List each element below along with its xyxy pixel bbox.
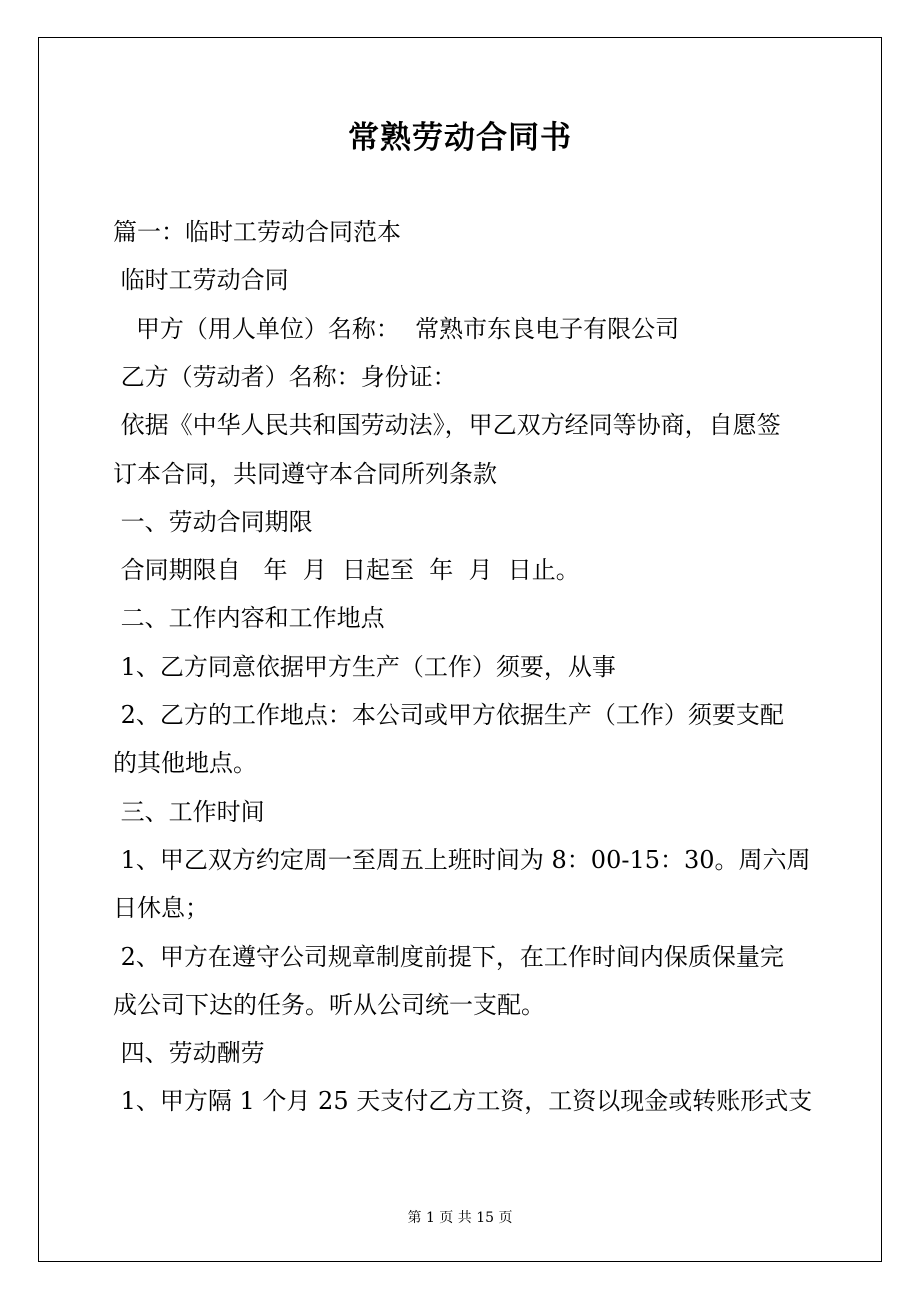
- paragraph-line: 的其他地点。: [113, 749, 257, 778]
- paragraph-line: 成公司下达的任务。听从公司统一支配。: [113, 990, 545, 1019]
- paragraph-line: 四、劳动酬劳: [113, 1039, 265, 1068]
- paragraph-line: 2、乙方的工作地点：本公司或甲方依据生产（工作）须要支配: [113, 701, 784, 729]
- paragraph-line: 二、工作内容和工作地点: [113, 604, 385, 633]
- paragraph-line: 订本合同，共同遵守本合同所列条款: [113, 459, 497, 488]
- paragraph-line: 三、工作时间: [113, 797, 265, 826]
- document-title: 常熟劳动合同书: [348, 120, 572, 156]
- paragraph-line: 甲方（用人单位）名称： 常熟市东良电子有限公司: [113, 314, 680, 343]
- paragraph-line: 篇一：临时工劳动合同范本: [113, 218, 401, 246]
- paragraph-line: 临时工劳动合同: [113, 266, 289, 295]
- paragraph-line: 合同期限自 年 月 日起至 年 月 日止。: [113, 556, 580, 585]
- paragraph-line: 日休息；: [113, 894, 209, 923]
- paragraph-line: 2、甲方在遵守公司规章制度前提下，在工作时间内保质保量完: [113, 942, 784, 971]
- paragraph-line: 1、甲乙双方约定周一至周五上班时间为 8：00-15：30。周六周: [113, 845, 811, 874]
- page-footer: 第 1 页 共 15 页: [407, 1210, 513, 1226]
- paragraph-line: 1、乙方同意依据甲方生产（工作）须要，从事: [113, 652, 616, 681]
- paragraph-line: 乙方（劳动者）名称：身份证：: [113, 362, 457, 391]
- paragraph-line: 一、劳动合同期限: [113, 507, 313, 536]
- paragraph-line: 依据《中华人民共和国劳动法》，甲乙双方经同等协商，自愿签: [113, 411, 781, 440]
- paragraph-line: 1、甲方隔 1 个月 25 天支付乙方工资，工资以现金或转账形式支: [113, 1087, 813, 1116]
